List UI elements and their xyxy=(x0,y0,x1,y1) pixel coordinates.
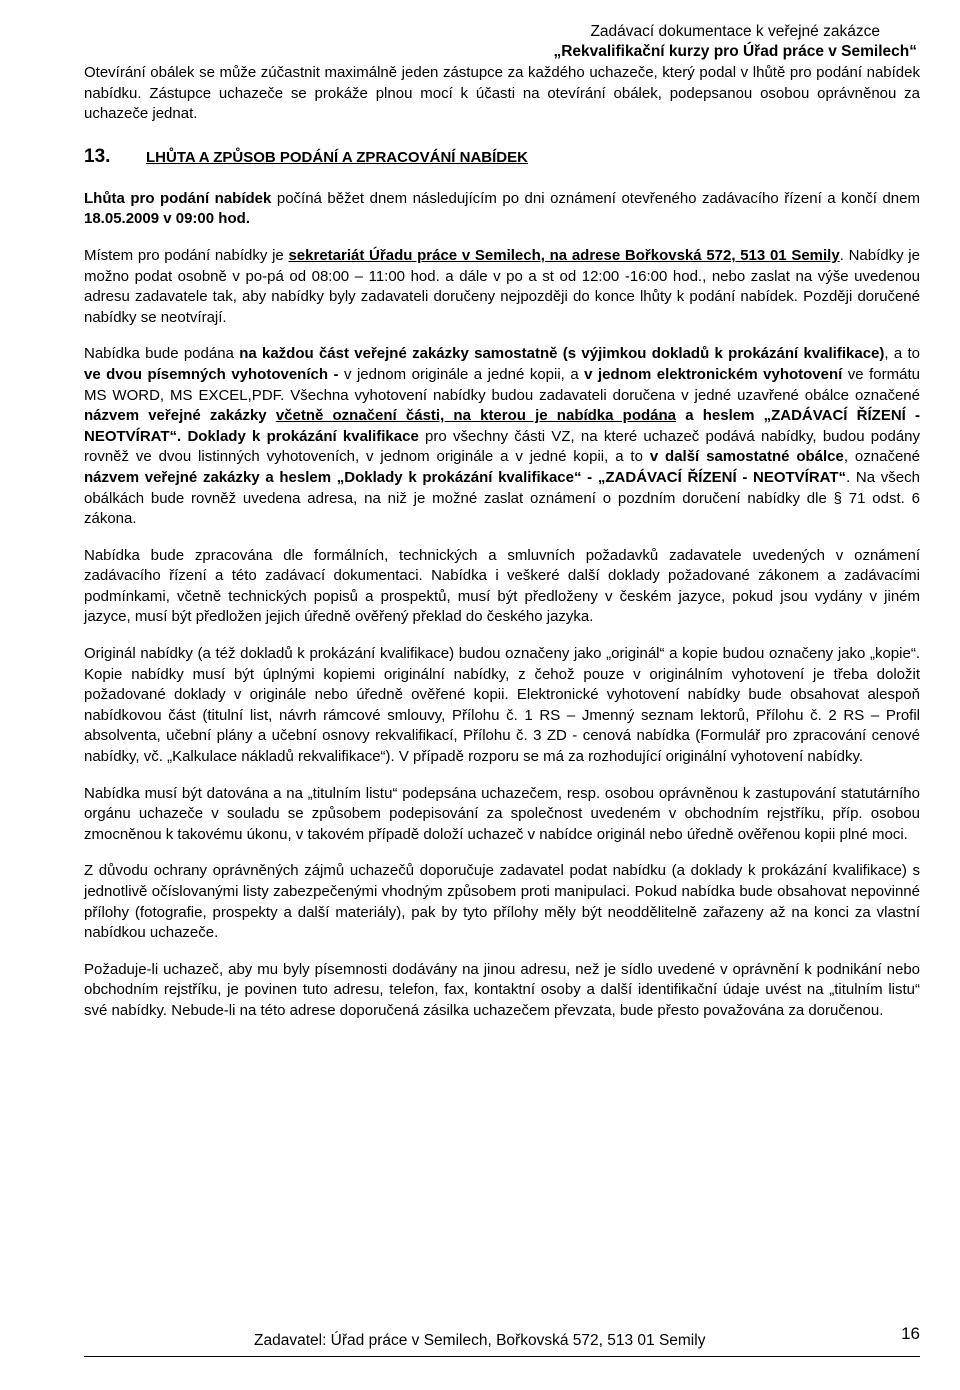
offer-t5: pro všechny části VZ, na které uchazeč podává nabídky, budou podány rovněž ve dvou listinných vyhotoveních, v jednom originále a v jedné kopii, a to xyxy=(84,427,921,466)
offer-b6: v další samostatné obálce xyxy=(649,448,844,466)
page-number: 16 xyxy=(901,1324,920,1343)
deadline-paragraph xyxy=(84,189,920,230)
header-line-1: Zadávací dokumentace k veřejné zakázce xyxy=(590,23,880,40)
intro-paragraph: Otevírání obálek se může zúčastnit maximálně jeden zástupce za každého uchazeče, který podal v lhůtě pro podání nabídek nabídku. Zástupce uchazeče se prokáže plnou mocí k účasti na otevírání obálek, podepsanou osobou oprávněnou za uchazeče jednat. xyxy=(84,64,920,123)
place-text-c: Později doručené nabídky se neotvírají. xyxy=(84,288,920,326)
offer-b3: v jednom elektronickém vyhotovení xyxy=(584,365,843,383)
offer-t7: . Na všech obálkách bude rovněž uvedena adresa, na niž je možné zaslat oznámení o pozdním doručení nabídky dle § 71 odst. 6 zákona. xyxy=(84,468,920,528)
section-number: 13. xyxy=(84,145,111,167)
offer-b5: a heslem „ZADÁVACÍ ŘÍZENÍ - NEOTVÍRAT“. Doklady k prokázání kvalifikace xyxy=(84,407,920,445)
processing-paragraph: Nabídka bude zpracována dle formálních, technických a smluvních požadavků zadavatele uvedených v oznámení zadávacího řízení a této zadávací dokumentaci. Nabídka i veškeré další doklady požadované zákonem a zadávacími podmínkami, včetně technických popisů a prospektů, musí být předloženy v českém jazyce, pokud jsou vydány v jiném jazyce, musí být předložen jejich úředně ověřený překlad do českého jazyka. xyxy=(84,546,920,626)
document-body xyxy=(84,63,920,1038)
deadline-date: 18.05.2009 v 09:00 hod. xyxy=(84,210,250,228)
place-text-b: . Nabídky je možno podat osobně v po-pá od 08:00 – 11:00 hod. a dále v po a st od 12:00 -16:00 hod., nebo zaslat na výše uvedenou adresu zadavatele tak, aby nabídky byly zadavateli doručeny nejpozději do konce lhůty k podání nabídek. xyxy=(84,246,920,306)
offer-b2: ve dvou písemných vyhotoveních - xyxy=(84,365,339,383)
section-heading xyxy=(84,147,920,168)
header-line-2: „Rekvalifikační kurzy pro Úřad práce v Semilech“ xyxy=(553,43,917,60)
page-header xyxy=(553,22,917,62)
offer-t2: , a to xyxy=(884,345,920,363)
offer-t1: Nabídka bude podána xyxy=(84,345,240,363)
place-text-a: Místem pro podání nabídky je xyxy=(84,246,289,264)
offer-submission-paragraph xyxy=(84,344,920,529)
protection-paragraph: Z důvodu ochrany oprávněných zájmů uchazečů doporučuje zadavatel podat nabídku (a doklady k prokázání kvalifikace) s jednotlivě očíslovanými listy zabezpečenými vhodným způsobem proti manipulaci. Pokud nabídka bude obsahovat nepovinné přílohy (fotografie, prospekty a další materiály), pak by tyto přílohy měly být neoddělitelně zařazeny až na konci za vlastní nabídkou uchazeče. xyxy=(84,862,920,942)
offer-b1: na každou část veřejné zakázky samostatně (s výjimkou dokladů k prokázání kvalifikace) xyxy=(239,345,885,363)
address-request-paragraph: Požaduje-li uchazeč, aby mu byly písemnosti dodávány na jinou adresu, než je sídlo uvedené v oprávnění k podnikání nebo obchodním rejstříku, je povinen tuto adresu, telefon, fax, kontaktní osoby a další identifikační údaje uvést na „titulním listu“ své nabídky. Nebude-li na této adrese doporučená zásilka uchazečem převzata, bude přesto považována za doručenou. xyxy=(84,960,920,1019)
offer-t4: ve formátu MS WORD, MS EXCEL,PDF. Všechna vyhotovení nabídky budou zadavateli doručena v jedné uzavřené obálce označené xyxy=(84,365,920,404)
deadline-text: počíná běžet dnem následujícím po dni oznámení otevřeného zadávacího řízení a končí dnem xyxy=(271,189,920,207)
footer-text: Zadavatel: Úřad práce v Semilech, Bořkovská 572, 513 01 Semily xyxy=(254,1332,706,1349)
submission-place-paragraph xyxy=(84,246,920,328)
offer-t6: , označené xyxy=(843,448,920,466)
offer-b4: názvem veřejné zakázky xyxy=(84,407,276,425)
original-copy-paragraph: Originál nabídky (a též dokladů k prokázání kvalifikace) budou označeny jako „originál“ a kopie budou označeny jako „kopie“. Kopie nabídky musí být úplnými kopiemi originální nabídky, z čehož pouze v originálním vyhotovení je třeba doložit požadované doklady v originále nebo úředně ověřené kopii. Elektronické vyhotovení nabídky bude obsahovat alespoň nabídkovou část (titulní list, návrh rámcové smlouvy, Přílohu č. 1 RS – Jmenný seznam lektorů, Přílohu č. 2 RS – Profil absolventa, učební plány a učební osnovy rekvalifikací, Přílohu č. 3 ZD - cenová nabídka (Formulář pro zpracování cenové nabídky, vč. „Kalkulace nákladů rekvalifikace“). V případě rozporu se má za rozhodující originální vyhotovení nabídky. xyxy=(84,645,920,766)
offer-bu1: včetně označení části, na kterou je nabídka podána xyxy=(275,407,677,425)
dating-signature-paragraph: Nabídka musí být datována a na „titulním listu“ podepsána uchazečem, resp. osobou oprávněnou k zastupování statutárního orgánu uchazeče v souladu se způsobem podepisování za společnost uvedeném v obchodním rejstříku, příp. osobou zmocněnou k takovému úkonu, v takovém případě doloží uchazeč v nabídce originál nebo úředně ověřenou kopii plné moci. xyxy=(84,784,920,843)
place-address: sekretariát Úřadu práce v Semilech, na adrese Bořkovská 572, 513 01 Semily xyxy=(288,246,840,264)
section-title: LHŮTA A ZPŮSOB PODÁNÍ A ZPRACOVÁNÍ NABÍDEK xyxy=(146,148,528,166)
offer-b7: názvem veřejné zakázky a heslem „Doklady k prokázání kvalifikace“ - „ZADÁVACÍ ŘÍZENÍ - NEOTVÍRAT“ xyxy=(84,468,847,486)
page-footer xyxy=(84,1322,920,1357)
deadline-lead: Lhůta pro podání nabídek xyxy=(84,189,272,207)
offer-t3: v jednom originále a jedné kopii, a xyxy=(338,365,585,383)
